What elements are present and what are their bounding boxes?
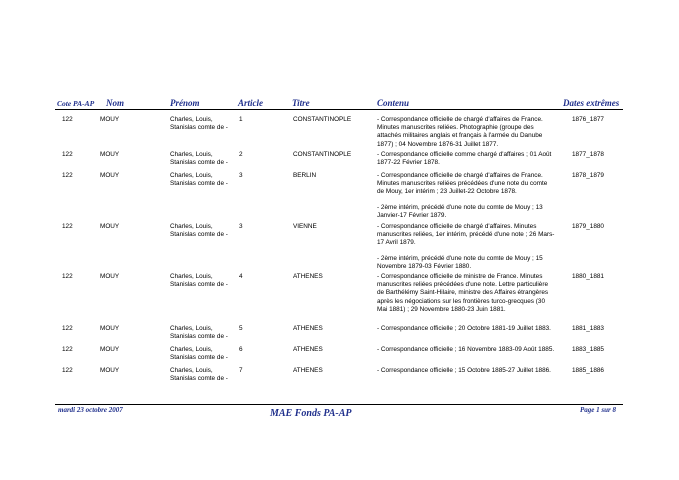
cell-nom: MOUY <box>100 346 120 353</box>
footer-rule <box>55 404 623 405</box>
cell-article: 3 <box>239 223 243 230</box>
cell-article: 4 <box>239 273 243 280</box>
cell-contenu <box>377 346 555 354</box>
cell-titre: BERLIN <box>293 172 317 179</box>
header-article: Article <box>238 98 263 108</box>
cell-dates: 1883_1885 <box>572 346 604 353</box>
cell-cote: 122 <box>62 325 73 332</box>
cell-article: 1 <box>239 116 243 123</box>
cell-nom: MOUY <box>100 273 120 280</box>
cell-cote: 122 <box>62 223 73 230</box>
cell-prenom <box>170 223 228 239</box>
cell-prenom-line: Stanislas comte de - <box>170 281 228 289</box>
cell-prenom <box>170 346 228 362</box>
cell-prenom <box>170 325 228 341</box>
cell-prenom-line: Charles, Louis, <box>170 151 213 158</box>
cell-article: 3 <box>239 172 243 179</box>
contenu-paragraph: - 2ème intérim, précédé d'une note du comte de Mouy ; 13 Janvier-17 Février 1879. <box>377 203 543 219</box>
cell-article: 5 <box>239 325 243 332</box>
footer-date: mardi 23 octobre 2007 <box>58 406 123 414</box>
cell-dates: 1876_1877 <box>572 116 604 123</box>
cell-dates: 1879_1880 <box>572 223 604 230</box>
cell-prenom-line: Stanislas comte de - <box>170 180 228 188</box>
cell-dates: 1881_1883 <box>572 325 604 332</box>
header-rule <box>55 109 623 110</box>
cell-dates: 1880_1881 <box>572 273 604 280</box>
contenu-paragraph: - Correspondance officielle de ministre de France. Minutes manuscrites reliées précédées d'une note. Lettre particulière de Barthélémy Saint-Hilaire, ministre des Affaires étrangères après les négociations sur les frontières turco-grecques (30 Mai 1881) ; 29 Novembre 1880-23 Juin 1881. <box>377 273 549 313</box>
contenu-paragraph: - 2ème intérim, précédé d'une note du comte de Mouy ; 15 Novembre 1879-03 Février 1880. <box>377 254 543 270</box>
cell-article: 2 <box>239 151 243 158</box>
cell-titre: VIENNE <box>293 223 317 230</box>
cell-prenom-line: Charles, Louis, <box>170 346 213 353</box>
cell-cote: 122 <box>62 367 73 374</box>
cell-contenu <box>377 223 555 271</box>
cell-cote: 122 <box>62 273 73 280</box>
footer-page: Page 1 sur 8 <box>580 406 616 414</box>
cell-titre: CONSTANTINOPLE <box>293 151 352 158</box>
header-dates: Dates extrêmes <box>563 98 620 108</box>
header-cote: Cote PA-AP <box>57 99 95 108</box>
cell-contenu <box>377 172 555 220</box>
cell-contenu <box>377 325 555 333</box>
cell-article: 6 <box>239 346 243 353</box>
cell-prenom-line: Charles, Louis, <box>170 367 213 374</box>
cell-nom: MOUY <box>100 325 120 332</box>
cell-prenom-line: Stanislas comte de - <box>170 354 228 362</box>
cell-dates: 1877_1878 <box>572 151 604 158</box>
header-contenu: Contenu <box>377 98 410 108</box>
cell-prenom-line: Charles, Louis, <box>170 172 213 179</box>
footer-title: MAE Fonds PA-AP <box>270 408 352 419</box>
cell-prenom <box>170 172 228 188</box>
cell-prenom-line: Stanislas comte de - <box>170 231 228 239</box>
header-titre: Titre <box>292 98 310 108</box>
cell-nom: MOUY <box>100 116 120 123</box>
cell-prenom-line: Charles, Louis, <box>170 223 213 230</box>
contenu-paragraph: - Correspondance officielle ; 16 Novembre 1883-09 Août 1885. <box>377 346 555 353</box>
cell-titre: ATHENES <box>293 346 323 353</box>
contenu-paragraph: - Correspondance officielle de chargé d'affaires de France. Minutes manuscrites reliées précédées d'une note du comte de Mouy, 1er intérim ; 23 Juillet-22 Octobre 1878. <box>377 172 548 196</box>
cell-dates: 1878_1879 <box>572 172 604 179</box>
cell-titre: CONSTANTINOPLE <box>293 116 352 123</box>
cell-titre: ATHENES <box>293 273 323 280</box>
header-nom: Nom <box>106 98 124 108</box>
cell-cote: 122 <box>62 172 73 179</box>
cell-nom: MOUY <box>100 223 120 230</box>
cell-titre: ATHENES <box>293 367 323 374</box>
cell-article: 7 <box>239 367 243 374</box>
cell-nom: MOUY <box>100 151 120 158</box>
cell-prenom <box>170 367 228 383</box>
header-prenom: Prénom <box>170 98 200 108</box>
cell-contenu <box>377 116 555 149</box>
cell-prenom <box>170 116 228 132</box>
cell-prenom-line: Charles, Louis, <box>170 273 213 280</box>
contenu-paragraph: - Correspondance officielle ; 15 Octobre 1885-27 Juillet 1886. <box>377 367 551 374</box>
cell-titre: ATHENES <box>293 325 323 332</box>
cell-cote: 122 <box>62 151 73 158</box>
cell-prenom-line: Charles, Louis, <box>170 116 213 123</box>
cell-contenu <box>377 273 555 314</box>
cell-prenom-line: Stanislas comte de - <box>170 333 228 341</box>
cell-prenom-line: Charles, Louis, <box>170 325 213 332</box>
cell-prenom-line: Stanislas comte de - <box>170 124 228 132</box>
cell-nom: MOUY <box>100 367 120 374</box>
cell-nom: MOUY <box>100 172 120 179</box>
cell-prenom <box>170 273 228 289</box>
contenu-paragraph: - Correspondance officielle de chargé d'affaires de France. Minutes manuscrites reliées. Photographie (groupe des attachés militaires anglais et français à l'armée du Danube 1877) ; 04 Novembre 1876-31 Juillet 1877. <box>377 116 543 148</box>
cell-dates: 1885_1886 <box>572 367 604 374</box>
cell-contenu <box>377 151 555 167</box>
cell-prenom <box>170 151 228 167</box>
contenu-paragraph: - Correspondance officielle comme chargé d'affaires ; 01 Août 1877-22 Février 1878. <box>377 151 552 167</box>
contenu-paragraph: - Correspondance officielle ; 20 Octobre 1881-19 Juillet 1883. <box>377 325 551 332</box>
cell-prenom-line: Stanislas comte de - <box>170 159 228 167</box>
cell-cote: 122 <box>62 116 73 123</box>
contenu-paragraph: - Correspondance officielle de chargé d'affaires. Minutes manuscrites reliées, 1er intérim, précédé d'une note ; 26 Mars-17 Avril 1879. <box>377 223 555 247</box>
cell-cote: 122 <box>62 346 73 353</box>
cell-prenom-line: Stanislas comte de - <box>170 375 228 383</box>
cell-contenu <box>377 367 555 375</box>
